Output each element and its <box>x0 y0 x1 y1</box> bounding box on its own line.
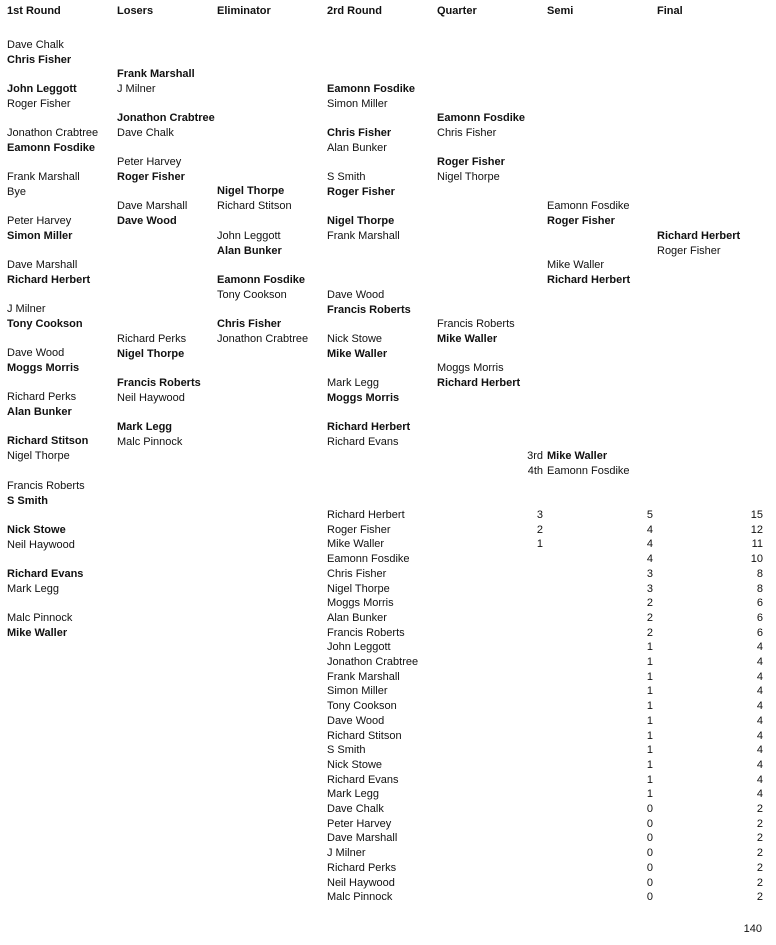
semi-player: Eamonn Fosdike <box>547 200 630 212</box>
eliminator-player: Tony Cookson <box>217 289 287 301</box>
standings-name: John Leggott <box>327 641 391 654</box>
standings-value-c: 4 <box>756 641 763 654</box>
first-round-player: S Smith <box>7 495 48 507</box>
standings-value-c: 4 <box>756 729 763 742</box>
second-round-player: S Smith <box>327 171 366 183</box>
standings-name: Richard Perks <box>327 861 397 874</box>
standings-value-c: 11 <box>751 538 763 551</box>
first-round-player: Nigel Thorpe <box>7 450 70 462</box>
standings-value-a: 3 <box>536 509 543 521</box>
first-round-player: Mike Waller <box>7 627 68 639</box>
losers-player: Dave Wood <box>117 215 177 227</box>
semi-player: Richard Herbert <box>547 274 631 286</box>
standings-name: Alan Bunker <box>327 611 387 624</box>
second-round-player: Simon Miller <box>327 98 388 110</box>
first-round-player: Jonathon Crabtree <box>7 127 99 139</box>
first-round-player: Dave Chalk <box>7 39 64 51</box>
standings-name: Peter Harvey <box>327 817 392 830</box>
standings-name: Jonathon Crabtree <box>327 656 419 668</box>
standings-value-c: 2 <box>756 876 763 889</box>
first-round-player: Mark Legg <box>7 583 59 595</box>
second-round-player: Eamonn Fosdike <box>327 83 416 95</box>
standings-value-c: 15 <box>750 509 763 521</box>
quarter-player: Chris Fisher <box>437 127 497 139</box>
losers-player: Dave Chalk <box>117 127 174 139</box>
second-round-player: Francis Roberts <box>327 304 411 316</box>
standings-value-c: 8 <box>756 567 763 580</box>
first-round-player: Roger Fisher <box>7 98 71 110</box>
final-player: Richard Herbert <box>657 230 741 242</box>
header-first-round: 1st Round <box>7 5 61 17</box>
losers-player: Mark Legg <box>117 421 173 433</box>
standings-value-b: 1 <box>646 656 653 668</box>
semi-player: Mike Waller <box>547 259 605 271</box>
placing-name: Eamonn Fosdike <box>547 465 630 477</box>
standings-name: Richard Stitson <box>327 729 402 742</box>
losers-player: Roger Fisher <box>117 171 185 183</box>
standings-value-a: 1 <box>536 538 543 551</box>
header-semi: Semi <box>547 5 574 17</box>
second-round-player: Richard Evans <box>327 436 399 448</box>
standings-value-c: 4 <box>756 656 763 668</box>
second-round-player: Dave Wood <box>327 289 385 301</box>
eliminator-player: Eamonn Fosdike <box>217 274 306 286</box>
standings-name: Chris Fisher <box>327 567 387 580</box>
first-round-player: Francis Roberts <box>7 480 85 492</box>
standings-value-a: 2 <box>536 523 543 536</box>
standings-name: Eamonn Fosdike <box>327 553 410 566</box>
header-second-round: 2rd Round <box>327 5 382 17</box>
standings-value-c: 12 <box>750 523 763 536</box>
standings-value-b: 4 <box>646 523 653 536</box>
losers-player: Frank Marshall <box>117 68 195 80</box>
standings-value-c: 4 <box>756 788 763 801</box>
first-round-player: Tony Cookson <box>7 318 83 330</box>
standings-value-b: 4 <box>646 553 653 566</box>
standings-value-c: 2 <box>756 891 763 904</box>
quarter-player: Roger Fisher <box>437 156 505 168</box>
standings-value-b: 1 <box>646 729 653 742</box>
standings-value-b: 1 <box>646 714 653 727</box>
standings-name: Dave Wood <box>327 714 385 727</box>
losers-player: Jonathon Crabtree <box>117 112 215 124</box>
standings-value-b: 0 <box>646 891 653 904</box>
standings-value-c: 4 <box>756 670 763 683</box>
second-round-player: Nick Stowe <box>327 333 383 345</box>
page-number: 140 <box>743 923 762 935</box>
first-round-player: Chris Fisher <box>7 54 72 66</box>
standings-name: Dave Marshall <box>327 832 398 845</box>
quarter-player: Eamonn Fosdike <box>437 112 526 124</box>
standings-value-c: 4 <box>756 685 763 698</box>
standings-name: Nigel Thorpe <box>327 582 390 595</box>
standings-value-c: 4 <box>756 714 763 727</box>
second-round-player: Chris Fisher <box>327 127 392 139</box>
losers-player: Francis Roberts <box>117 377 201 389</box>
second-round-player: Alan Bunker <box>327 142 387 154</box>
losers-player: Nigel Thorpe <box>117 348 185 360</box>
header-eliminator: Eliminator <box>217 5 271 17</box>
standings-value-c: 4 <box>756 758 763 771</box>
standings-name: Moggs Morris <box>327 597 394 610</box>
standings-name: Roger Fisher <box>327 523 391 536</box>
second-round-player: Nigel Thorpe <box>327 215 395 227</box>
standings-value-c: 8 <box>756 582 763 595</box>
first-round-player: Alan Bunker <box>7 406 72 418</box>
header-quarter: Quarter <box>437 5 477 17</box>
standings-name: Malc Pinnock <box>327 891 393 904</box>
eliminator-player: Jonathon Crabtree <box>217 333 309 345</box>
first-round-player: John Leggott <box>7 83 77 95</box>
standings-value-b: 2 <box>646 597 653 610</box>
first-round-player: Dave Wood <box>7 347 65 359</box>
losers-player: J Milner <box>117 83 156 95</box>
standings-value-c: 6 <box>756 611 763 624</box>
placing-name: Mike Waller <box>547 450 608 462</box>
quarter-player: Richard Herbert <box>437 377 521 389</box>
standings-value-c: 2 <box>756 817 763 830</box>
second-round-player: Moggs Morris <box>327 392 400 404</box>
first-round-player: Dave Marshall <box>7 259 78 271</box>
first-round-player: Moggs Morris <box>7 362 80 374</box>
first-round-player: Simon Miller <box>7 230 73 242</box>
standings-value-b: 2 <box>646 626 653 639</box>
first-round-player: Nick Stowe <box>7 524 66 536</box>
standings-value-c: 2 <box>756 832 763 845</box>
standings-value-b: 1 <box>646 670 653 683</box>
first-round-player: Richard Stitson <box>7 435 89 447</box>
standings-value-b: 2 <box>646 611 653 624</box>
standings-name: Richard Herbert <box>327 509 405 521</box>
losers-player: Malc Pinnock <box>117 436 183 448</box>
first-round-player: Eamonn Fosdike <box>7 142 96 154</box>
eliminator-player: Nigel Thorpe <box>217 185 285 197</box>
first-round-player: Richard Herbert <box>7 274 91 286</box>
eliminator-player: Alan Bunker <box>217 245 282 257</box>
standings-value-b: 4 <box>646 538 653 551</box>
standings-value-b: 0 <box>646 861 653 874</box>
second-round-player: Roger Fisher <box>327 186 395 198</box>
second-round-player: Richard Herbert <box>327 421 411 433</box>
standings-value-c: 10 <box>750 553 763 566</box>
standings-value-b: 3 <box>646 567 653 580</box>
second-round-player: Frank Marshall <box>327 230 400 242</box>
standings-value-b: 5 <box>646 509 653 521</box>
standings-value-b: 1 <box>646 773 653 786</box>
standings-value-b: 3 <box>646 582 653 595</box>
placing-label: 3rd <box>527 450 543 462</box>
losers-player: Richard Perks <box>117 333 187 345</box>
standings-name: Francis Roberts <box>327 626 405 639</box>
standings-name: Dave Chalk <box>327 803 384 815</box>
standings-name: Frank Marshall <box>327 670 400 683</box>
standings-value-c: 2 <box>756 847 763 860</box>
losers-player: Peter Harvey <box>117 156 182 168</box>
eliminator-player: Chris Fisher <box>217 318 282 330</box>
losers-player: Neil Haywood <box>117 392 185 404</box>
standings-name: S Smith <box>327 744 366 757</box>
quarter-player: Francis Roberts <box>437 318 515 330</box>
quarter-player: Nigel Thorpe <box>437 171 500 183</box>
standings-value-b: 1 <box>646 744 653 757</box>
eliminator-player: Richard Stitson <box>217 200 292 212</box>
standings-value-b: 1 <box>646 700 653 713</box>
standings-value-c: 6 <box>756 626 763 639</box>
first-round-player: Frank Marshall <box>7 171 80 183</box>
standings-value-c: 4 <box>756 773 763 786</box>
first-round-player: Neil Haywood <box>7 539 75 551</box>
standings-value-b: 0 <box>646 817 653 830</box>
semi-player: Roger Fisher <box>547 215 615 227</box>
standings-value-c: 2 <box>756 861 763 874</box>
standings-name: Mark Legg <box>327 788 379 801</box>
eliminator-player: John Leggott <box>217 230 281 242</box>
standings-value-b: 1 <box>646 641 653 654</box>
standings-name: Neil Haywood <box>327 876 395 889</box>
losers-player: Dave Marshall <box>117 200 188 212</box>
header-final: Final <box>657 5 683 17</box>
quarter-player: Mike Waller <box>437 333 498 345</box>
standings-value-c: 4 <box>756 700 763 713</box>
standings-value-b: 0 <box>646 876 653 889</box>
standings-name: Mike Waller <box>327 538 385 551</box>
standings-value-c: 2 <box>756 803 763 815</box>
placing-label: 4th <box>527 465 543 477</box>
header-losers: Losers <box>117 5 154 17</box>
standings-value-c: 6 <box>756 597 763 610</box>
standings-name: Simon Miller <box>327 685 388 698</box>
first-round-player: Richard Evans <box>7 568 84 580</box>
standings-name: Tony Cookson <box>327 700 397 713</box>
standings-value-b: 0 <box>646 803 653 815</box>
second-round-player: Mark Legg <box>327 377 379 389</box>
standings-value-b: 1 <box>646 758 653 771</box>
standings-name: Nick Stowe <box>327 758 383 771</box>
final-player: Roger Fisher <box>657 245 721 257</box>
standings-name: J Milner <box>327 847 366 860</box>
first-round-player: Peter Harvey <box>7 215 72 227</box>
standings-value-b: 1 <box>646 788 653 801</box>
standings-value-b: 0 <box>646 847 653 860</box>
quarter-player: Moggs Morris <box>437 362 504 374</box>
second-round-player: Mike Waller <box>327 348 388 360</box>
first-round-player: J Milner <box>7 303 46 315</box>
first-round-player: Richard Perks <box>7 391 77 403</box>
standings-value-c: 4 <box>756 744 763 757</box>
standings-value-b: 0 <box>646 832 653 845</box>
first-round-player: Malc Pinnock <box>7 612 73 624</box>
standings-value-b: 1 <box>646 685 653 698</box>
first-round-player: Bye <box>7 186 26 198</box>
standings-name: Richard Evans <box>327 773 399 786</box>
